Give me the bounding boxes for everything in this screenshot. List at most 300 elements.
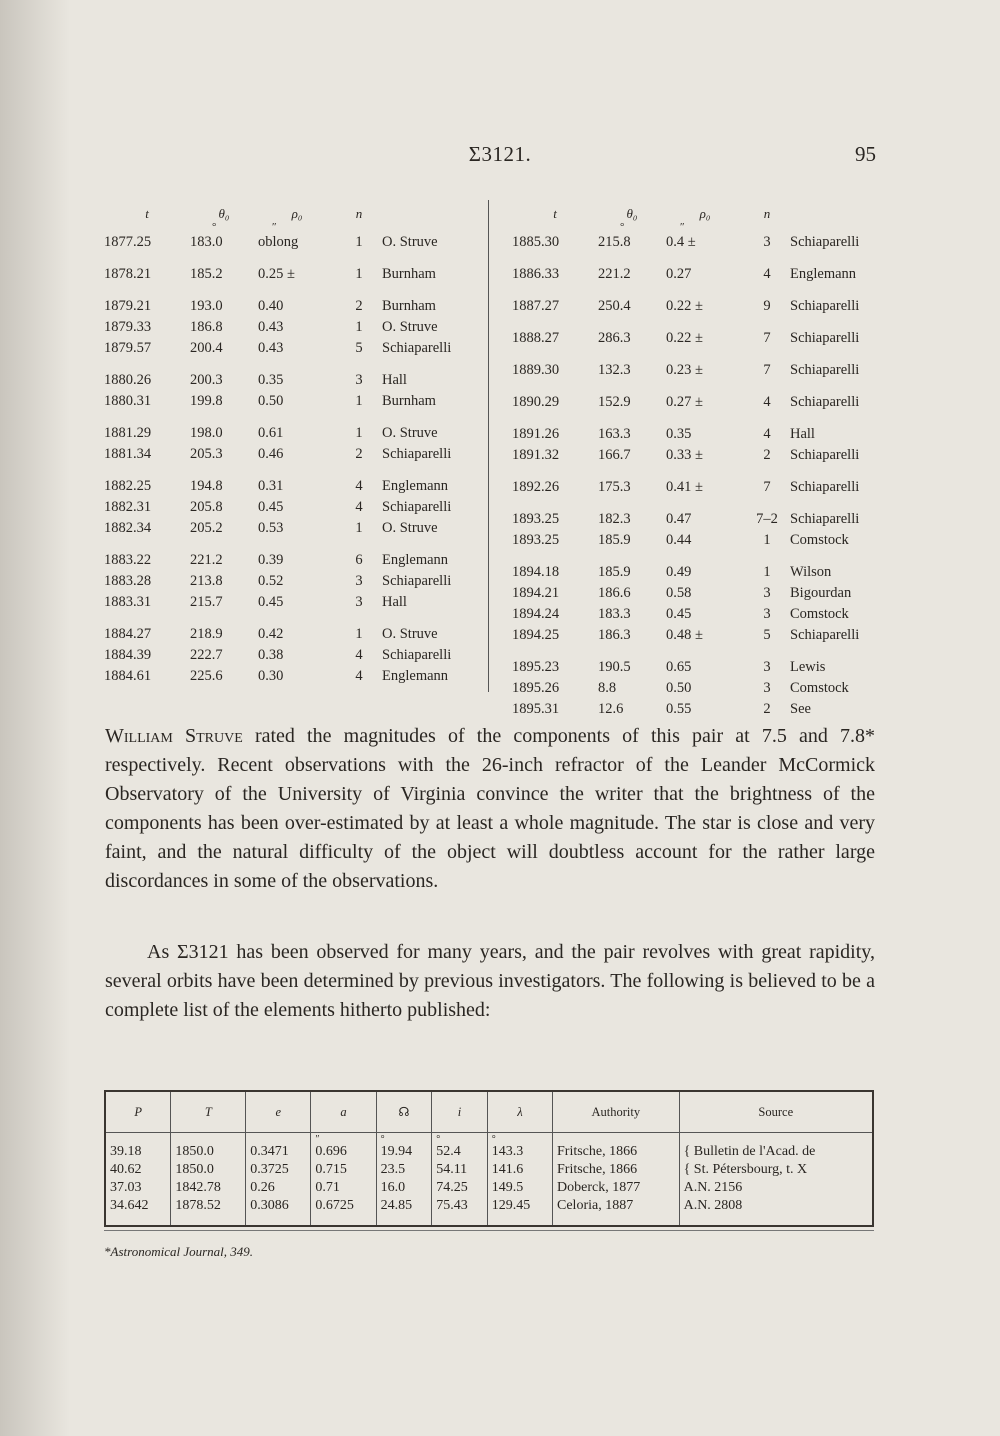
cell-observer: Schiaparelli (790, 330, 860, 346)
cell-semi-axis (311, 1197, 376, 1226)
elements-row (105, 1179, 873, 1197)
cell-value: Fritsche, 1866 (557, 1162, 638, 1177)
cell-t: 1894.18 (512, 564, 560, 580)
cell-t: 1884.27 (104, 626, 152, 642)
header-label: Authority (591, 1104, 641, 1119)
cell-theta: 163.3 (598, 426, 631, 442)
observation-row (104, 317, 502, 338)
author-name: William Struve (105, 725, 243, 747)
observation-row (104, 539, 502, 571)
cell-value: 1878.52 (175, 1198, 221, 1213)
cell-theta: 175.3 (598, 479, 631, 495)
cell-t: 1877.25 (104, 234, 152, 250)
paragraph-magnitudes (105, 722, 875, 896)
cell-t: 1895.23 (512, 659, 560, 675)
cell-rho: 0.22 ± (666, 330, 703, 346)
cell-value: 1850.0 (175, 1162, 214, 1177)
elements-row (105, 1197, 873, 1226)
cell-rho: 0.33 ± (666, 447, 703, 463)
theta-unit: ° (620, 221, 625, 233)
cell-observer: Comstock (790, 606, 849, 622)
rho-unit: ″ (272, 221, 277, 233)
col-header-theta: θ₀ (218, 206, 230, 221)
cell-theta: 185.2 (190, 266, 223, 282)
cell-node (376, 1197, 432, 1226)
cell-value: 1850.0 (175, 1144, 214, 1159)
cell-n: 7–2 (756, 511, 778, 527)
cell-theta: 190.5 (598, 659, 631, 675)
cell-rho: 0.47 (666, 511, 692, 527)
cell-observer: Schiaparelli (790, 362, 860, 378)
header-label: Source (758, 1104, 794, 1119)
cell-source (679, 1197, 873, 1226)
cell-semi-axis (311, 1179, 376, 1197)
cell-inclination (432, 1179, 488, 1197)
col-header-observer (382, 200, 502, 222)
cell-rho: 0.38 (258, 647, 284, 663)
observations-table-right (512, 200, 910, 720)
orbital-elements-table (104, 1090, 874, 1227)
cell-theta: 186.6 (598, 585, 631, 601)
cell-n: 2 (763, 447, 771, 463)
cell-period (105, 1197, 171, 1226)
cell-value: 149.5 (491, 1180, 524, 1195)
cell-eccentricity (246, 1179, 311, 1197)
cell-rho: 0.39 (258, 552, 284, 568)
cell-periastron (487, 1197, 552, 1226)
cell-rho: 0.61 (258, 425, 284, 441)
cell-rho: 0.46 (258, 446, 284, 462)
header-label: i (457, 1104, 462, 1119)
col-header-n: n (763, 206, 771, 221)
observation-row (512, 253, 910, 285)
cell-period (105, 1161, 171, 1179)
cell-theta: 215.8 (598, 234, 631, 250)
cell-observer: Schiaparelli (790, 394, 860, 410)
cell-theta: 186.8 (190, 319, 223, 335)
cell-observer: Englemann (382, 552, 449, 568)
cell-t: 1882.31 (104, 499, 152, 515)
cell-observer: O. Struve (382, 319, 438, 335)
cell-t: 1879.21 (104, 298, 152, 314)
observation-row (104, 465, 502, 497)
cell-observer: O. Struve (382, 626, 438, 642)
cell-value: 0.715 (315, 1162, 347, 1177)
cell-theta: 198.0 (190, 425, 223, 441)
cell-value: { St. Pétersbourg, t. X (683, 1162, 808, 1177)
cell-theta: 205.8 (190, 499, 223, 515)
cell-authority (553, 1197, 680, 1226)
unit-mark: ″ (315, 1134, 320, 1145)
cell-node (376, 1179, 432, 1197)
cell-n: 2 (355, 298, 363, 314)
cell-periastron (487, 1179, 552, 1197)
observation-row (512, 530, 910, 551)
cell-periastron (487, 1161, 552, 1179)
cell-epoch (171, 1197, 246, 1226)
cell-n: 4 (763, 426, 771, 442)
cell-eccentricity (246, 1161, 311, 1179)
cell-observer: Comstock (790, 532, 849, 548)
cell-theta: 200.3 (190, 372, 223, 388)
cell-theta: 183.3 (598, 606, 631, 622)
cell-value: 0.3725 (250, 1162, 289, 1177)
observation-row (512, 445, 910, 466)
cell-value: 19.94 (380, 1144, 413, 1159)
cell-theta: 185.9 (598, 532, 631, 548)
cell-n: 4 (355, 647, 363, 663)
unit-mark: ° (380, 1134, 385, 1145)
cell-t: 1886.33 (512, 266, 560, 282)
cell-value: 0.26 (250, 1180, 275, 1195)
cell-n: 4 (355, 668, 363, 684)
cell-observer: Burnham (382, 298, 436, 314)
cell-source (679, 1161, 873, 1179)
observation-row (104, 412, 502, 444)
cell-node (376, 1161, 432, 1179)
cell-observer: Schiaparelli (382, 340, 452, 356)
cell-observer: Englemann (382, 478, 449, 494)
cell-n: 1 (355, 626, 363, 642)
cell-t: 1890.29 (512, 394, 560, 410)
cell-theta: 199.8 (190, 393, 223, 409)
observation-row (104, 571, 502, 592)
rho-unit: ″ (680, 221, 685, 233)
cell-n: 1 (355, 234, 363, 250)
cell-period (105, 1179, 171, 1197)
cell-theta: 8.8 (598, 680, 617, 696)
header-node (376, 1091, 432, 1133)
cell-rho: 0.49 (666, 564, 692, 580)
cell-n: 6 (355, 552, 363, 568)
col-header-t: t (553, 206, 557, 221)
observation-row (104, 338, 502, 359)
cell-value: 54.11 (436, 1162, 468, 1177)
cell-value: A.N. 2808 (683, 1198, 743, 1213)
cell-n: 7 (763, 362, 771, 378)
cell-observer: Burnham (382, 266, 436, 282)
cell-t: 1895.31 (512, 701, 560, 717)
observation-row (512, 678, 910, 699)
cell-eccentricity (246, 1133, 311, 1162)
observation-row (104, 391, 502, 412)
cell-observer: O. Struve (382, 520, 438, 536)
cell-rho: 0.30 (258, 668, 284, 684)
cell-observer: Schiaparelli (382, 647, 452, 663)
cell-periastron (487, 1133, 552, 1162)
cell-value: 129.45 (491, 1198, 531, 1213)
header-label: ☊ (398, 1105, 410, 1119)
cell-theta: 185.9 (598, 564, 631, 580)
cell-value: 143.3 (491, 1144, 524, 1159)
cell-t: 1879.57 (104, 340, 152, 356)
cell-rho: 0.43 (258, 340, 284, 356)
cell-value: 0.696 (315, 1144, 347, 1159)
unit-mark: ° (491, 1134, 496, 1145)
footnote-rule (104, 1230, 874, 1231)
cell-rho: 0.27 ± (666, 394, 703, 410)
cell-value: 0.6725 (315, 1198, 354, 1213)
cell-rho: 0.45 (258, 499, 284, 515)
cell-value: 0.71 (315, 1180, 340, 1195)
cell-n: 3 (763, 234, 771, 250)
cell-theta: 286.3 (598, 330, 631, 346)
cell-theta: 221.2 (190, 552, 223, 568)
observation-row (512, 498, 910, 530)
observation-row (512, 625, 910, 646)
cell-t: 1894.21 (512, 585, 560, 601)
cell-eccentricity (246, 1197, 311, 1226)
observation-row (512, 413, 910, 445)
cell-t: 1895.26 (512, 680, 560, 696)
cell-value: Celoria, 1887 (557, 1198, 634, 1213)
col-header-observer (790, 200, 910, 222)
cell-t: 1882.25 (104, 478, 152, 494)
cell-observer: Schiaparelli (790, 234, 860, 250)
cell-value: 39.18 (110, 1144, 142, 1159)
cell-source (679, 1179, 873, 1197)
observation-row (512, 583, 910, 604)
cell-rho: 0.35 (666, 426, 692, 442)
cell-value: 37.03 (110, 1180, 142, 1195)
cell-n: 1 (355, 319, 363, 335)
cell-inclination (432, 1197, 488, 1226)
theta-unit: ° (212, 221, 217, 233)
observation-row (104, 645, 502, 666)
cell-t: 1888.27 (512, 330, 560, 346)
cell-theta: 250.4 (598, 298, 631, 314)
cell-theta: 213.8 (190, 573, 223, 589)
cell-observer: Hall (790, 426, 815, 442)
cell-theta: 215.7 (190, 594, 223, 610)
cell-t: 1893.25 (512, 532, 560, 548)
cell-n: 2 (763, 701, 771, 717)
header-inclination (432, 1091, 488, 1133)
cell-theta: 186.3 (598, 627, 631, 643)
header-eccentricity (246, 1091, 311, 1133)
cell-observer: Schiaparelli (790, 479, 860, 495)
header-label: T (204, 1104, 212, 1119)
cell-observer: Schiaparelli (790, 511, 860, 527)
cell-n: 7 (763, 479, 771, 495)
observation-row (104, 359, 502, 391)
cell-rho: 0.50 (666, 680, 692, 696)
cell-n: 5 (763, 627, 771, 643)
cell-value: Doberck, 1877 (557, 1180, 641, 1195)
cell-t: 1883.31 (104, 594, 152, 610)
cell-n: 1 (355, 520, 363, 536)
cell-value: 75.43 (436, 1198, 468, 1213)
cell-n: 9 (763, 298, 771, 314)
col-header-rho: ρ₀ (699, 206, 711, 221)
cell-rho: 0.40 (258, 298, 284, 314)
cell-theta: 225.6 (190, 668, 223, 684)
cell-rho: 0.41 ± (666, 479, 703, 495)
cell-rho: 0.52 (258, 573, 284, 589)
cell-n: 1 (355, 266, 363, 282)
observation-row (104, 285, 502, 317)
cell-epoch (171, 1133, 246, 1162)
cell-theta: 152.9 (598, 394, 631, 410)
cell-semi-axis (311, 1161, 376, 1179)
cell-rho: 0.43 (258, 319, 284, 335)
cell-t: 1882.34 (104, 520, 152, 536)
cell-rho: 0.48 ± (666, 627, 703, 643)
cell-value: 74.25 (436, 1180, 468, 1195)
cell-rho: 0.35 (258, 372, 284, 388)
cell-t: 1883.28 (104, 573, 152, 589)
cell-value: 16.0 (380, 1180, 406, 1195)
cell-t: 1884.39 (104, 647, 152, 663)
cell-n: 2 (355, 446, 363, 462)
cell-t: 1879.33 (104, 319, 152, 335)
observation-row (104, 613, 502, 645)
cell-authority (553, 1179, 680, 1197)
cell-rho: 0.44 (666, 532, 692, 548)
cell-theta: 132.3 (598, 362, 631, 378)
cell-theta: 12.6 (598, 701, 624, 717)
cell-value: 34.642 (110, 1198, 149, 1213)
cell-value: 52.4 (436, 1144, 461, 1159)
cell-theta: 194.8 (190, 478, 223, 494)
cell-t: 1880.26 (104, 372, 152, 388)
col-header-theta: θ₀ (626, 206, 638, 221)
cell-value: 40.62 (110, 1162, 142, 1177)
column-divider (488, 200, 489, 692)
cell-n: 4 (763, 394, 771, 410)
header-semi-axis (311, 1091, 376, 1133)
cell-theta: 205.2 (190, 520, 223, 536)
cell-n: 3 (763, 585, 771, 601)
cell-authority (553, 1161, 680, 1179)
observation-row (512, 699, 910, 720)
observation-row (512, 466, 910, 498)
observation-row (104, 518, 502, 539)
observation-row (512, 349, 910, 381)
cell-n: 1 (355, 425, 363, 441)
paragraph-orbits: As Σ3121 has been observed for many years, and the pair revolves with great rapidity, several orbits have been determined by previous investigators. The following is believed to be a complete list of the elements hitherto published: (105, 941, 875, 1021)
cell-rho: 0.55 (666, 701, 692, 717)
cell-rho: 0.45 (258, 594, 284, 610)
cell-period (105, 1133, 171, 1162)
cell-n: 3 (763, 680, 771, 696)
cell-theta: 222.7 (190, 647, 223, 663)
cell-n: 3 (355, 594, 363, 610)
observation-row (104, 444, 502, 465)
cell-theta: 218.9 (190, 626, 223, 642)
cell-rho: 0.27 (666, 266, 692, 282)
header-periastron (487, 1091, 552, 1133)
page-edge-shadow (0, 0, 70, 1436)
cell-observer: Bigourdan (790, 585, 852, 601)
cell-observer: Schiaparelli (382, 446, 452, 462)
col-header-n: n (355, 206, 363, 221)
observation-row (104, 253, 502, 285)
cell-observer: O. Struve (382, 425, 438, 441)
cell-observer: Schiaparelli (790, 627, 860, 643)
col-header-rho: ρ₀ (291, 206, 303, 221)
elements-row (105, 1133, 873, 1162)
observations-table-left (104, 200, 502, 687)
cell-observer: Englemann (790, 266, 857, 282)
cell-value: 0.3086 (250, 1198, 289, 1213)
cell-node (376, 1133, 432, 1162)
cell-observer: Lewis (790, 659, 826, 675)
observation-row (512, 381, 910, 413)
cell-observer: Schiaparelli (382, 573, 452, 589)
col-header-t: t (145, 206, 149, 221)
cell-t: 1885.30 (512, 234, 560, 250)
cell-observer: Schiaparelli (790, 298, 860, 314)
cell-value: 0.3471 (250, 1144, 289, 1159)
cell-rho: 0.58 (666, 585, 692, 601)
cell-rho: 0.23 ± (666, 362, 703, 378)
cell-value: { Bulletin de l'Acad. de (683, 1144, 816, 1159)
header-label: e (275, 1104, 282, 1119)
cell-t: 1889.30 (512, 362, 560, 378)
cell-n: 3 (355, 372, 363, 388)
page-title: Σ3121. (468, 142, 532, 166)
cell-t: 1878.21 (104, 266, 152, 282)
cell-theta: 200.4 (190, 340, 223, 356)
cell-value: 23.5 (380, 1162, 406, 1177)
observation-row (512, 285, 910, 317)
elements-row (105, 1161, 873, 1179)
footnote: *Astronomical Journal, 349. (104, 1244, 254, 1259)
observation-row (512, 646, 910, 678)
cell-value: 141.6 (491, 1162, 524, 1177)
header-period (105, 1091, 171, 1133)
cell-n: 4 (763, 266, 771, 282)
cell-theta: 193.0 (190, 298, 223, 314)
unit-mark: ° (436, 1134, 441, 1145)
cell-t: 1880.31 (104, 393, 152, 409)
header-label: λ (517, 1104, 523, 1119)
cell-n: 3 (763, 606, 771, 622)
cell-n: 4 (355, 499, 363, 515)
cell-source (679, 1133, 873, 1162)
header-authority (553, 1091, 680, 1133)
cell-theta: 205.3 (190, 446, 223, 462)
cell-n: 1 (763, 532, 771, 548)
header-label: a (340, 1104, 347, 1119)
cell-observer: Schiaparelli (382, 499, 452, 515)
header-label: P (134, 1104, 143, 1119)
cell-t: 1892.26 (512, 479, 560, 495)
cell-observer: Hall (382, 594, 407, 610)
cell-t: 1881.29 (104, 425, 152, 441)
cell-n: 1 (355, 393, 363, 409)
observation-row (512, 551, 910, 583)
cell-semi-axis (311, 1133, 376, 1162)
observation-row (104, 666, 502, 687)
cell-t: 1894.25 (512, 627, 560, 643)
header-source (679, 1091, 873, 1133)
header-epoch (171, 1091, 246, 1133)
cell-t: 1883.22 (104, 552, 152, 568)
cell-value: Fritsche, 1866 (557, 1144, 638, 1159)
cell-observer: O. Struve (382, 234, 438, 250)
cell-value: A.N. 2156 (683, 1180, 743, 1195)
cell-value: 24.85 (380, 1198, 413, 1213)
cell-t: 1891.26 (512, 426, 560, 442)
cell-t: 1887.27 (512, 298, 560, 314)
cell-t: 1891.32 (512, 447, 560, 463)
cell-rho: 0.45 (666, 606, 692, 622)
cell-epoch (171, 1179, 246, 1197)
cell-rho: 0.4 ± (666, 234, 696, 250)
cell-rho: 0.53 (258, 520, 284, 536)
